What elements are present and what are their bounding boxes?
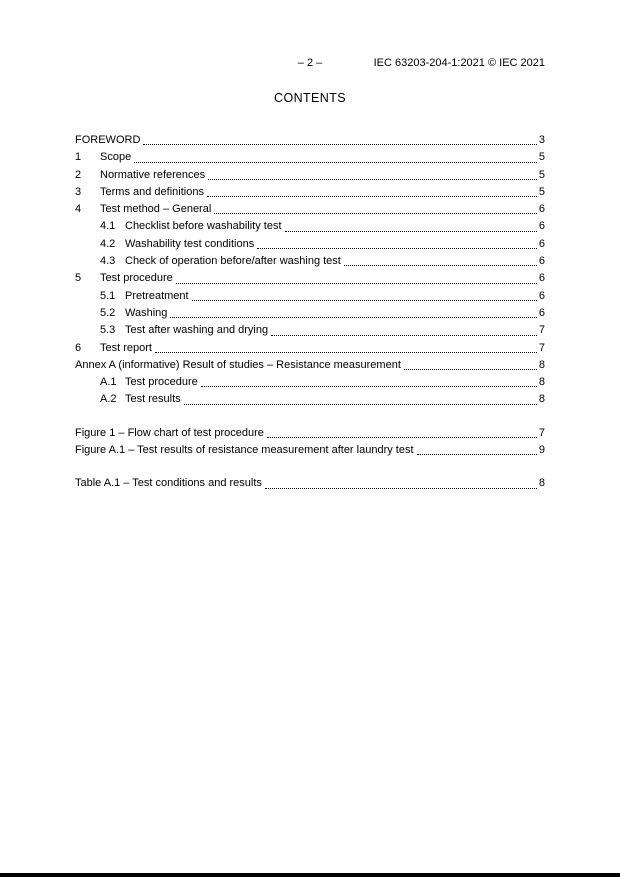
toc-entry-annex xyxy=(75,357,545,374)
entry-page-number: 8 xyxy=(538,358,545,371)
entry-label: Test method – General xyxy=(100,203,212,216)
dot-leader xyxy=(265,488,537,489)
page-content xyxy=(75,56,545,493)
entry-number: 3 xyxy=(75,185,82,198)
entry-label: Figure A.1 – Test results of resistance measurement after laundry test xyxy=(75,444,414,457)
entry-page-number: 6 xyxy=(538,255,545,268)
entry-number: A.1 xyxy=(100,376,117,389)
entry-label: Test procedure xyxy=(100,272,173,285)
entry-label: Normative references xyxy=(100,168,206,181)
dot-leader xyxy=(214,213,537,214)
dot-leader xyxy=(155,352,537,353)
entry-number: 5.3 xyxy=(100,324,116,337)
header-page-number: – 2 – xyxy=(297,57,323,69)
toc-subentry xyxy=(75,322,545,339)
entry-number: 5 xyxy=(75,272,82,285)
dot-leader xyxy=(271,335,537,336)
entry-label: Test procedure xyxy=(125,376,198,389)
entry-page-number: 8 xyxy=(538,393,545,406)
entry-page-number: 7 xyxy=(538,341,545,354)
entry-number: 4.3 xyxy=(100,255,116,268)
table-entry xyxy=(75,475,545,492)
entry-page-number: 6 xyxy=(538,306,545,319)
figure-entry xyxy=(75,425,545,442)
entry-page-number: 6 xyxy=(538,203,545,216)
entry-page-number: 7 xyxy=(538,324,545,337)
entry-number: A.2 xyxy=(100,393,117,406)
toc-entry xyxy=(75,149,545,166)
contents-title: CONTENTS xyxy=(274,91,346,105)
toc-subentry xyxy=(75,391,545,408)
toc-entry xyxy=(75,270,545,287)
header-doc-reference: IEC 63203-204-1:2021 © IEC 2021 xyxy=(373,57,545,69)
dot-leader xyxy=(176,283,537,284)
entry-number: 4.1 xyxy=(100,220,116,233)
entry-number: 4 xyxy=(75,203,82,216)
entry-page-number: 6 xyxy=(538,272,545,285)
entry-number: 6 xyxy=(75,341,82,354)
toc-subentry xyxy=(75,253,545,270)
dot-leader xyxy=(404,369,537,370)
dot-leader xyxy=(134,162,537,163)
entry-page-number: 9 xyxy=(538,444,545,457)
entry-number: 5.1 xyxy=(100,289,116,302)
entry-page-number: 3 xyxy=(538,134,545,146)
entry-page-number: 5 xyxy=(538,151,545,164)
toc-entry xyxy=(75,184,545,201)
toc-subentry xyxy=(75,236,545,253)
dot-leader xyxy=(267,437,537,438)
entry-label: Checklist before washability test xyxy=(125,220,282,233)
entry-label: Test report xyxy=(100,341,152,354)
entry-label: Test results xyxy=(125,393,181,406)
dot-leader xyxy=(184,404,537,405)
toc-subentry xyxy=(75,374,545,391)
toc-entry xyxy=(75,132,545,149)
entry-label: Check of operation before/after washing test xyxy=(125,255,341,268)
dot-leader xyxy=(257,248,537,249)
toc-entry xyxy=(75,167,545,184)
page-header xyxy=(75,56,545,70)
dot-leader xyxy=(192,300,537,301)
entry-page-number: 5 xyxy=(538,168,545,181)
dot-leader xyxy=(285,231,537,232)
entry-number: 1 xyxy=(75,151,82,164)
figures-list xyxy=(75,425,545,460)
dot-leader xyxy=(344,265,537,266)
dot-leader xyxy=(170,317,536,318)
entry-label: Annex A (informative) Result of studies – Resistance measurement xyxy=(75,358,401,371)
dot-leader xyxy=(417,454,537,455)
toc-subentry xyxy=(75,288,545,305)
entry-page-number: 8 xyxy=(538,376,545,389)
entry-number: 5.2 xyxy=(100,306,116,319)
entry-label: Washability test conditions xyxy=(125,237,255,250)
page-bottom-edge xyxy=(0,873,620,877)
entry-label: Table A.1 – Test conditions and results xyxy=(75,477,262,490)
entry-page-number: 6 xyxy=(538,289,545,302)
entry-page-number: 6 xyxy=(538,220,545,233)
entry-label: FOREWORD xyxy=(75,134,141,146)
toc-entry xyxy=(75,201,545,218)
dot-leader xyxy=(201,386,537,387)
entry-label: Washing xyxy=(125,306,168,319)
table-of-contents xyxy=(75,132,545,493)
entry-label: Pretreatment xyxy=(125,289,189,302)
dot-leader xyxy=(208,179,537,180)
entry-page-number: 8 xyxy=(538,477,545,490)
entry-label: Test after washing and drying xyxy=(125,324,269,337)
entry-number: 2 xyxy=(75,168,82,181)
dot-leader xyxy=(143,144,536,145)
dot-leader xyxy=(207,196,537,197)
entry-page-number: 5 xyxy=(538,185,545,198)
tables-list xyxy=(75,475,545,492)
figure-entry xyxy=(75,442,545,459)
entry-number: 4.2 xyxy=(100,237,116,250)
toc-subentry xyxy=(75,218,545,235)
toc-entry xyxy=(75,340,545,357)
toc-subentry xyxy=(75,305,545,322)
entry-label: Figure 1 – Flow chart of test procedure xyxy=(75,426,264,439)
entry-label: Scope xyxy=(100,151,132,164)
entry-page-number: 7 xyxy=(538,426,545,439)
entry-label: Terms and definitions xyxy=(100,185,204,198)
entry-page-number: 6 xyxy=(538,237,545,250)
